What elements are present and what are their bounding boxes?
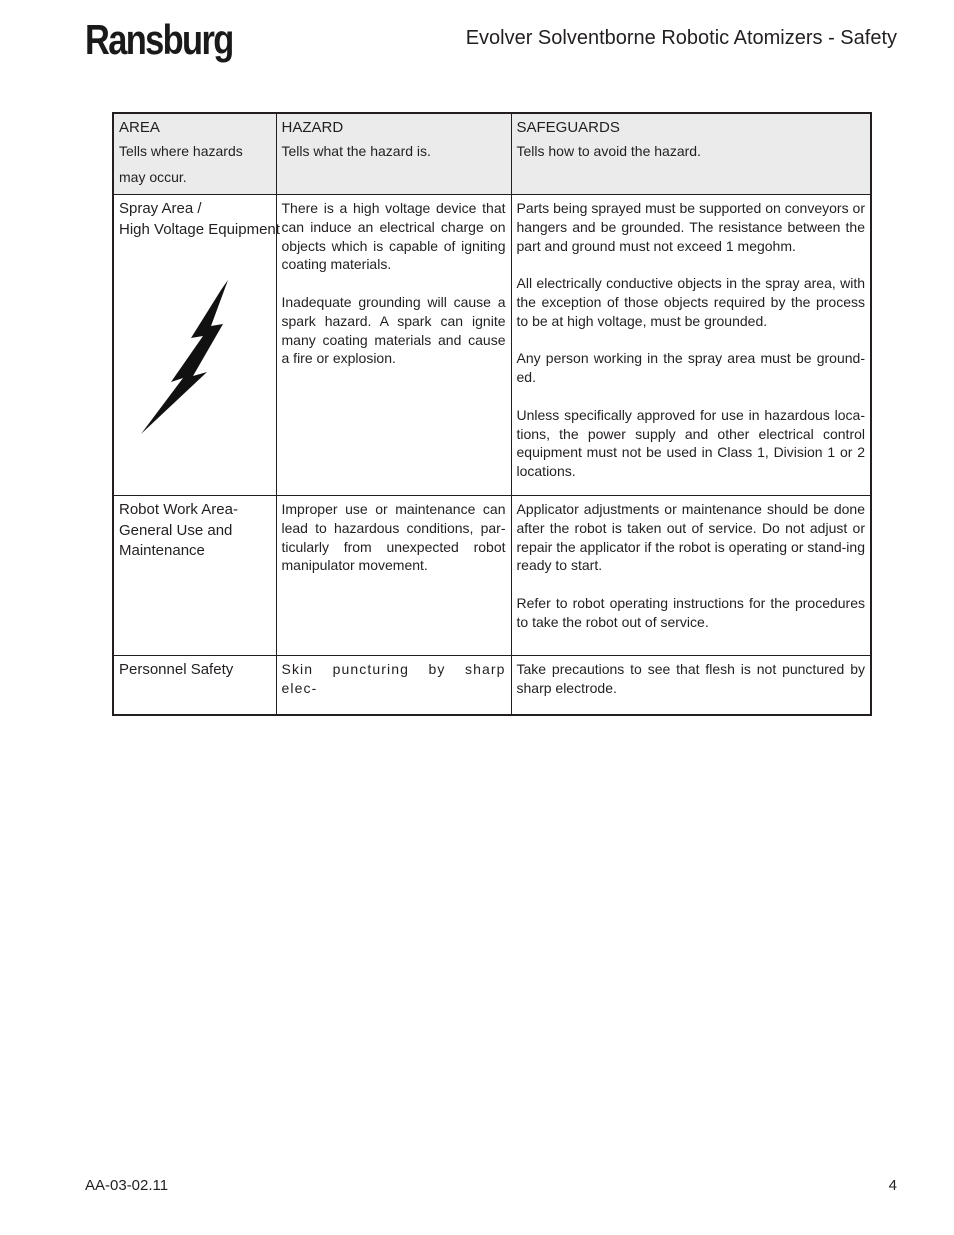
safeguard-paragraph: Take precautions to see that flesh is not punctured by sharp electrode. <box>516 661 865 696</box>
safeguards-cell <box>511 496 871 656</box>
area-label: General Use and <box>119 521 233 539</box>
area-label: Robot Work Area- <box>119 501 238 518</box>
area-label: Maintenance <box>119 542 205 559</box>
area-cell <box>113 656 276 716</box>
area-cell <box>113 195 280 496</box>
hazard-column-header <box>276 113 511 195</box>
hazard-cell <box>276 656 511 716</box>
table-row <box>113 656 871 716</box>
page-number: 4 <box>888 1177 897 1194</box>
hazard-cell <box>276 496 511 656</box>
hazard-paragraph: Skin puncturing by sharp elec- <box>281 661 506 696</box>
hazard-table <box>112 112 872 716</box>
table-row <box>113 496 871 656</box>
hazard-header-subtitle: Tells what the hazard is. <box>281 143 431 159</box>
area-label: High Voltage Equipment <box>119 220 280 238</box>
safeguard-paragraph: Parts being sprayed must be supported on conveyors or hangers and be grounded. The resistance between the part and ground must not exceed 1 megohm. <box>516 200 865 254</box>
hazard-paragraph: There is a high voltage device that can induce an electrical charge on objects which is capable of igniting coating materials. <box>281 200 506 273</box>
safeguard-paragraph: Unless specifically approved for use in hazardous loca-tions, the power supply and other electrical control equipment must not be used in Class 1, Division 1 or 2 locations. <box>516 406 865 480</box>
area-header-subtitle: Tells where hazards <box>119 143 243 159</box>
ransburg-logo: Ransburg <box>85 16 233 63</box>
area-header-title: AREA <box>119 119 160 136</box>
safeguards-header-title: SAFEGUARDS <box>516 119 620 136</box>
hazard-paragraph: Inadequate grounding will cause a spark hazard. A spark can ignite many coating materials and cause a fire or explosion. <box>281 293 506 367</box>
safeguards-column-header <box>511 113 871 195</box>
safeguard-paragraph: Applicator adjustments or maintenance should be done after the robot is taken out of service. Do not adjust or repair the applicator if the robot is operating or stand-ing ready to start. <box>516 501 865 574</box>
document-code: AA-03-02.11 <box>85 1177 169 1194</box>
hazard-paragraph: Improper use or maintenance can lead to hazardous conditions, par-ticularly from unexpected robot manipulator movement. <box>281 501 506 574</box>
safeguard-paragraph: All electrically conductive objects in the spray area, with the exception of those objects required by the process to be at high voltage, must be grounded. <box>516 275 865 329</box>
area-label: Spray Area / <box>119 200 202 217</box>
area-column-header <box>113 113 276 195</box>
hazard-cell <box>276 195 511 496</box>
document-title: Evolver Solventborne Robotic Atomizers - Safety <box>465 27 897 49</box>
table-header-row <box>113 113 871 195</box>
safeguards-header-subtitle: Tells how to avoid the hazard. <box>516 143 701 159</box>
hazard-header-title: HAZARD <box>281 119 344 136</box>
safeguard-paragraph: Any person working in the spray area must be ground-ed. <box>516 350 865 386</box>
safeguard-paragraph: Refer to robot operating instructions for the procedures to take the robot out of service. <box>516 594 865 630</box>
area-header-subtitle: may occur. <box>119 169 187 185</box>
area-label: Personnel Safety <box>119 661 234 678</box>
safeguards-cell <box>511 656 871 716</box>
table-row <box>113 195 871 496</box>
lightning-bolt-icon <box>135 278 230 438</box>
safeguards-cell <box>511 195 871 496</box>
area-cell <box>113 496 276 656</box>
